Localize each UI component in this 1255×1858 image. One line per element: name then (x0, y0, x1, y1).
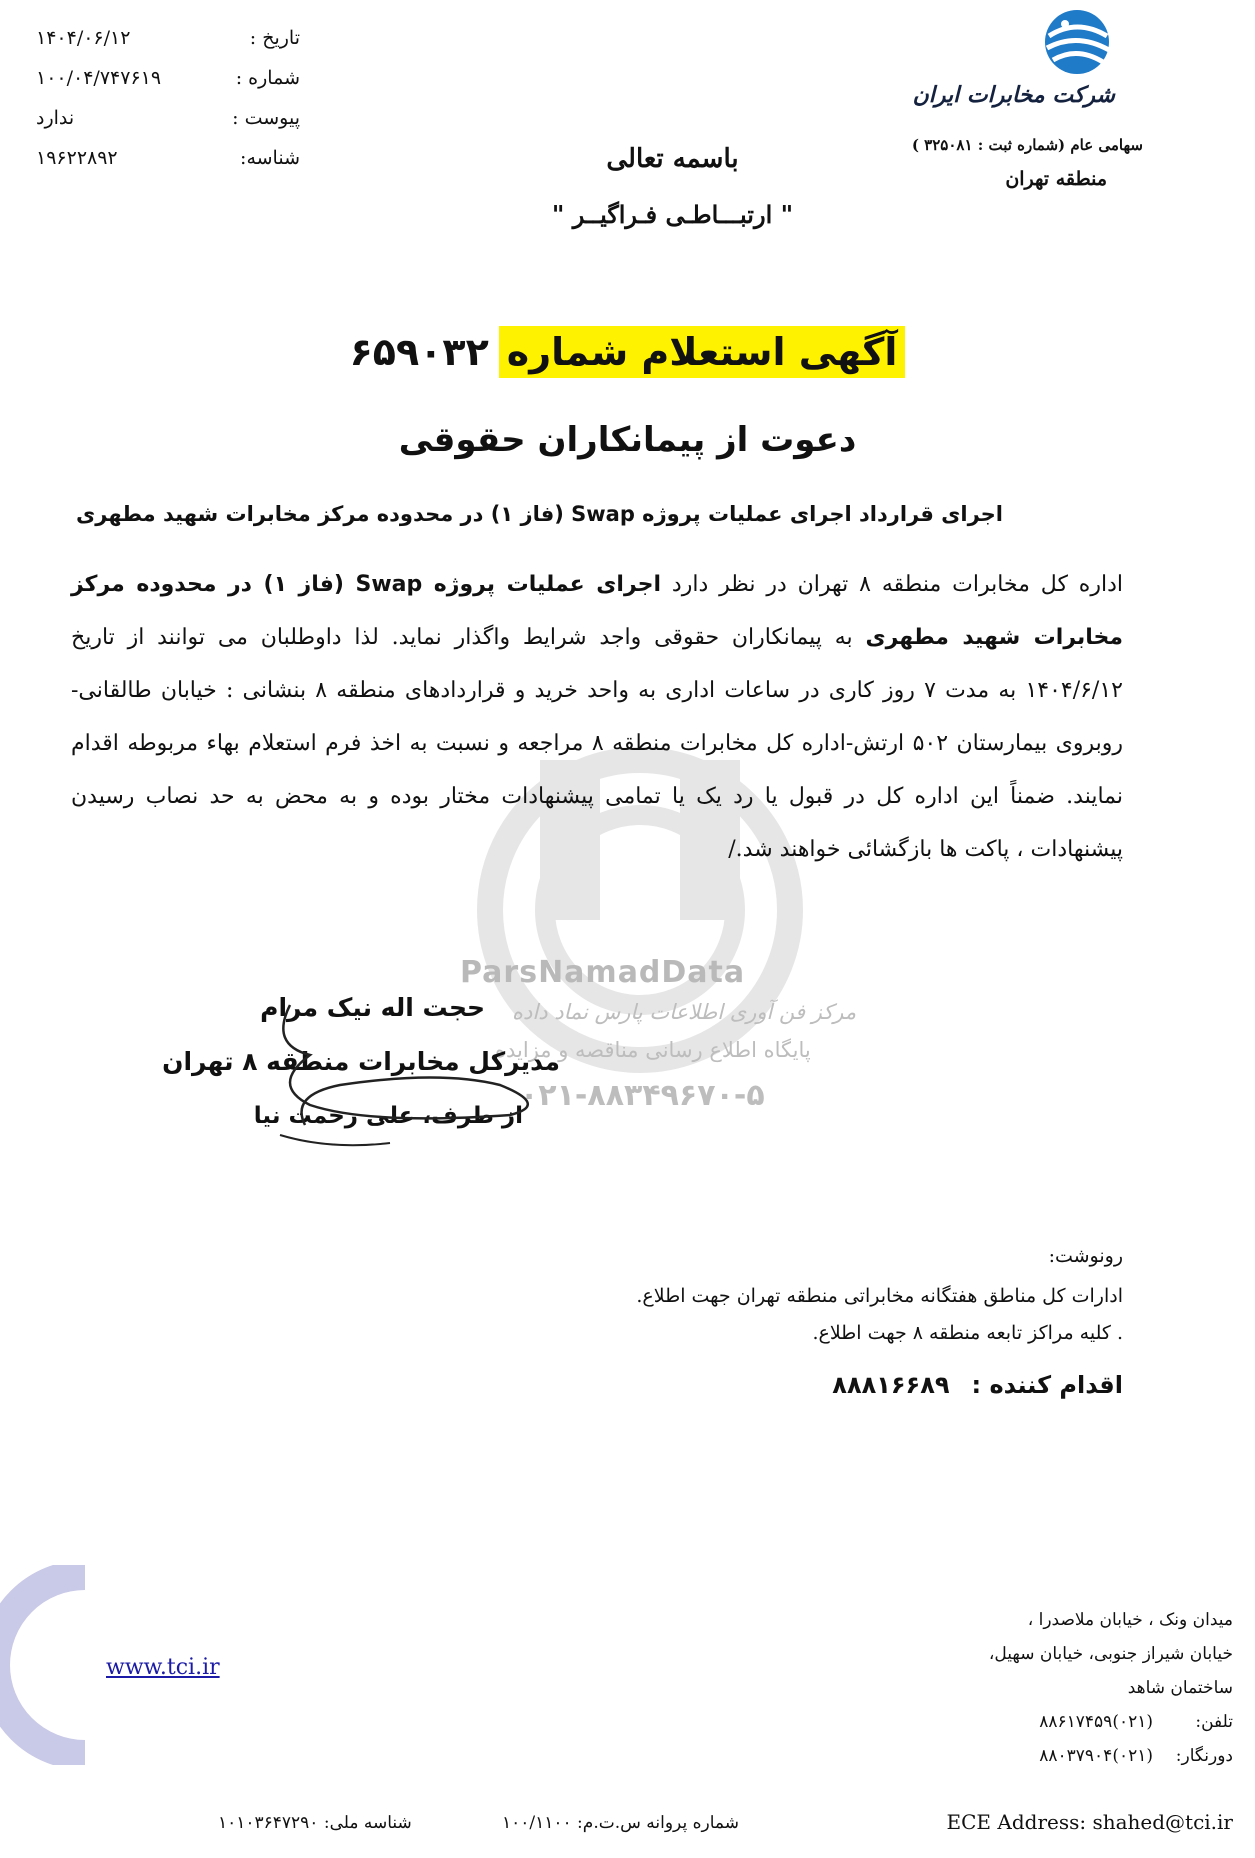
meta-number (30, 58, 300, 98)
copy-item: ادارات کل مناطق هفتگانه مخابراتی منطقه تهران جهت اطلاع. (636, 1285, 1123, 1307)
meta-value: ندارد (36, 107, 75, 129)
meta-attachment (30, 98, 300, 138)
body-text-1: اداره کل مخابرات منطقه ۸ تهران در نظر دارد (661, 572, 1123, 597)
footer-address (989, 1603, 1233, 1773)
tel-row (989, 1705, 1233, 1739)
action-by (832, 1371, 1123, 1399)
ece-address: ECE Address: shahed@tci.ir (946, 1810, 1233, 1834)
slogan: " ارتبـــاطـی فـراگیــر " (551, 200, 794, 229)
license-number: شماره پروانه س.ت.م: ۱۰۰/۱۱۰۰ (502, 1813, 739, 1833)
company-name: شرکت مخابرات ایران (912, 82, 1115, 108)
address-line: خیابان شیراز جنوبی، خیابان سهیل، (988, 1644, 1233, 1664)
tel-label: تلفن: (1195, 1712, 1233, 1732)
watermark-brand: ParsNamadData (460, 955, 746, 990)
notice-title (0, 330, 1255, 374)
signatory-name: حجت اله نیک مرام (260, 993, 485, 1022)
copy-item: . کلیه مراکز تابعه منطقه ۸ جهت اطلاع. (812, 1322, 1123, 1344)
title-number: ۶۵۹۰۳۲ (349, 330, 489, 374)
bismillah: باسمه تعالی (606, 144, 739, 174)
meta-date (30, 18, 300, 58)
watermark-tagline: مرکز فن آوری اطلاعات پارس نماد داده (512, 1000, 857, 1024)
notice-subject: اجرای قرارداد اجرای عملیات پروژه Swap (فاز ۱) در محدوده مرکز مخابرات شهید مطهری (76, 502, 1003, 526)
registration-text: سهامی عام (شماره ثبت : ۳۲۵۰۸۱ ) (911, 136, 1143, 154)
fax-value: (۰۲۱)۸۸۰۳۷۹۰۴ (1039, 1746, 1153, 1766)
address-line: ساختمان شاهد (1127, 1678, 1233, 1698)
copies-heading: رونوشت: (1048, 1245, 1123, 1267)
tci-logo-icon (1005, 6, 1115, 84)
fax-row (989, 1739, 1233, 1773)
website-link[interactable]: www.tci.ir (106, 1655, 220, 1680)
signatory-on-behalf: از طرف، علی رحمت نیا (253, 1103, 523, 1129)
meta-value: ۱۴۰۴/۰۶/۱۲ (36, 27, 131, 49)
region-text: منطقه تهران (1005, 168, 1107, 190)
meta-value: ۱۰۰/۰۴/۷۴۷۶۱۹ (36, 67, 162, 89)
meta-label: شناسه: (240, 147, 300, 169)
meta-label: پیوست : (232, 107, 300, 129)
fax-label: دورنگار: (1175, 1746, 1233, 1766)
meta-label: تاریخ : (249, 27, 300, 49)
action-value: ۸۸۸۱۶۶۸۹ (832, 1371, 950, 1399)
body-bold-text: اجرای عملیات پروژه Swap (فاز ۱) در محدوده مرکز مخابرات شهید مطهری (71, 572, 1124, 650)
title-highlight: آگهی استعلام شماره (499, 326, 906, 378)
meta-label: شماره : (235, 67, 300, 89)
watermark-phone: ۰۲۱-۸۸۳۴۹۶۷۰-۵ (520, 1078, 765, 1113)
body-paragraph (71, 558, 1123, 876)
watermark-tagline-2: پایگاه اطلاع رسانی مناقصه و مزایده (495, 1038, 811, 1062)
body-text-2: به پیمانکاران حقوقی واجد شرایط واگذار نماید. لذا داوطلبان می توانند از تاریخ ۱۴۰۴/۶/۱۲ به مدت ۷ روز کاری در ساعات اداری به واحد خرید و قراردادهای منطقه ۸ بنشانی : خیابان طالقانی-روبروی بیمارستان ۵۰۲ ارتش-اداره کل مخابرات منطقه ۸ مراجعه و نسبت به اخذ فرم استعلام بهاء مربوطه اقدام نمایند. ضمناً این اداره کل در قبول یا رد یک یا تمامی پیشنهادات مختار بوده و به محض به حد نصاب رسیدن پیشنهادات ، پاکت ها بازگشائی خواهند شد./ (71, 625, 1123, 862)
signature-scribble-icon (250, 975, 560, 1155)
meta-value: ۱۹۶۲۲۸۹۲ (36, 147, 118, 169)
address-line: میدان ونک ، خیابان ملاصدرا ، (1027, 1610, 1233, 1630)
tel-value: (۰۲۱)۸۸۶۱۷۴۵۹ (1039, 1712, 1153, 1732)
notice-subtitle: دعوت از پیمانکاران حقوقی (398, 420, 857, 460)
signatory-title: مدیرکل مخابرات منطقه ۸ تهران (162, 1047, 560, 1076)
footer-arc-icon (0, 1565, 90, 1765)
national-id: شناسه ملی: ۱۰۱۰۳۶۴۷۲۹۰ (218, 1813, 412, 1833)
action-label: اقدام کننده : (971, 1371, 1123, 1399)
